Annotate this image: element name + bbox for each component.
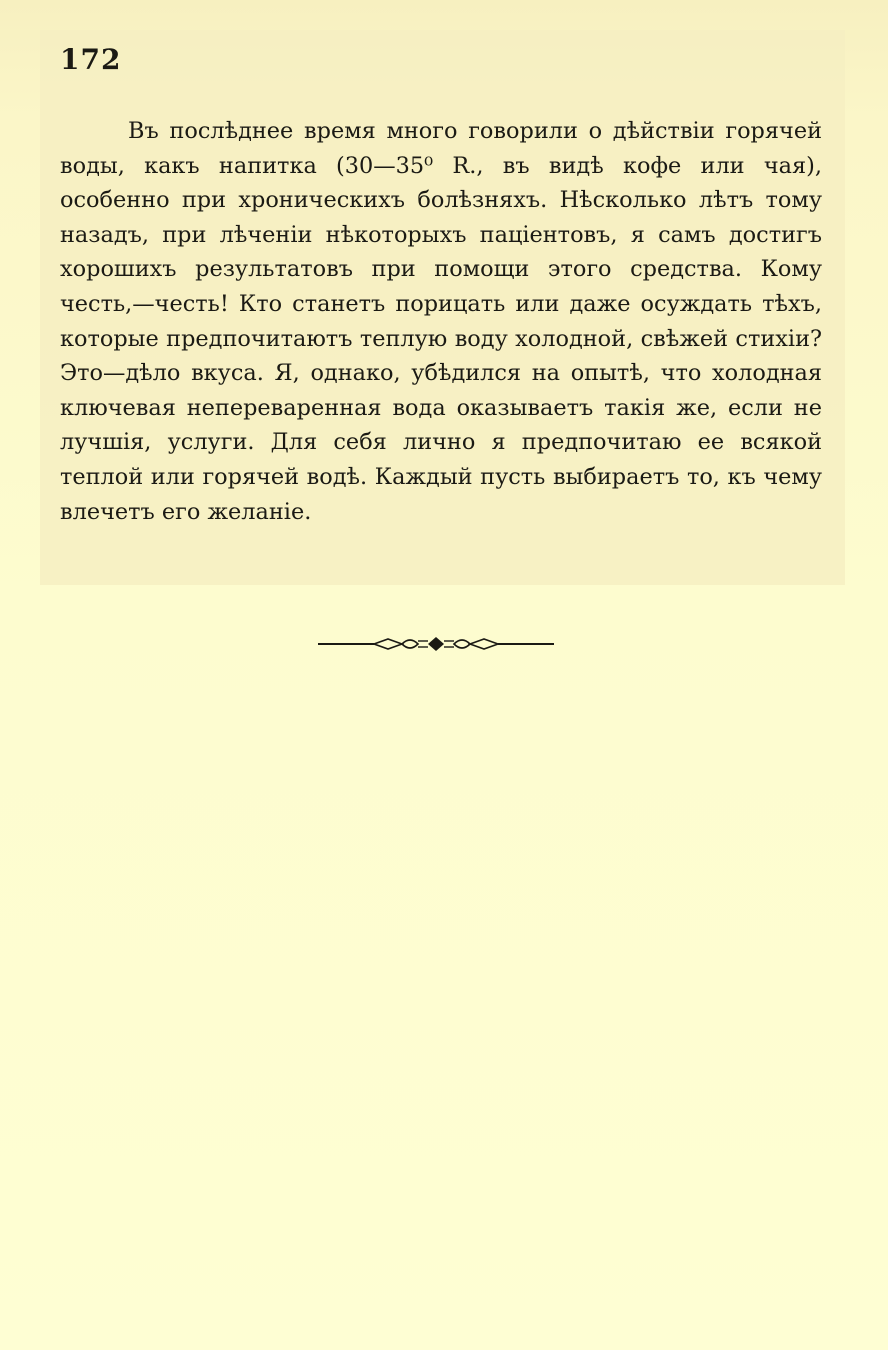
- decorative-divider-icon: [318, 632, 554, 656]
- page-number: 172: [60, 43, 122, 76]
- body-paragraph: Въ послѣднее время много говорили о дѣйствіи горячей воды, какъ напитка (30—35⁰ R., въ видѣ кофе или чая), особенно при хроническихъ болѣзняхъ. Нѣсколько лѣтъ тому назадъ, при лѣченіи нѣкоторыхъ паціентовъ, я самъ достигъ хорошихъ результатовъ при помощи этого средства. Кому честь,—честь! Кто станетъ порицать или даже осуждать тѣхъ, которые предпочитаютъ теплую воду холодной, свѣжей стихіи? Это—дѣло вкуса. Я, однако, убѣдился на опытѣ, что холодная ключевая непереваренная вода оказываетъ такія же, если не лучшія, услуги. Для себя лично я предпочитаю ее всякой теплой или горячей водѣ. Каждый пусть выбираетъ то, къ чему влечетъ его желаніе.: [60, 118, 822, 525]
